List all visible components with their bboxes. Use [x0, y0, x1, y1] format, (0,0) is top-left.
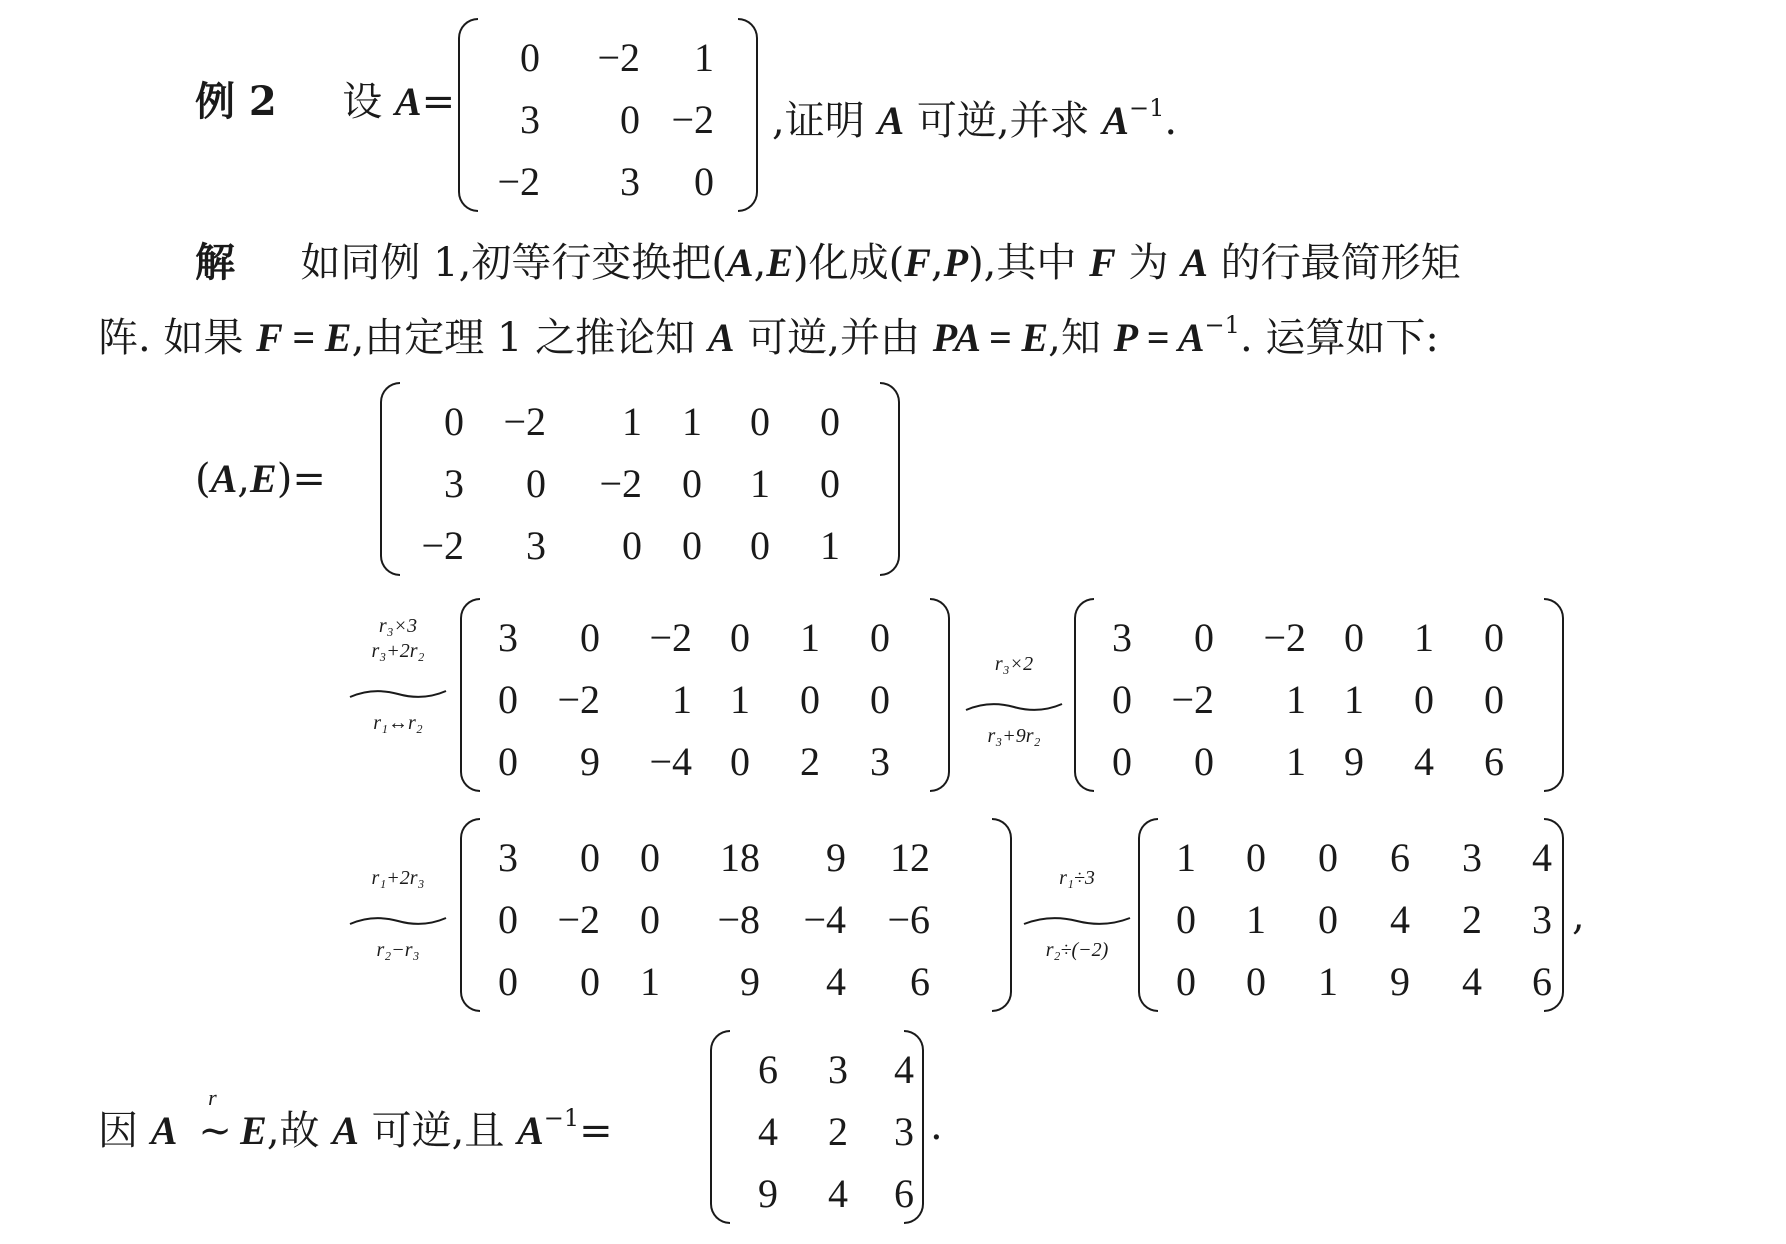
matrix-cell: 0 [694, 159, 714, 204]
tail-text-2: 可逆,并求 [916, 98, 1090, 144]
matrix-cell: −2 [597, 35, 640, 80]
left-bracket [458, 18, 478, 212]
matrix-cell: 0 [1484, 677, 1504, 722]
matrix-cell: 3 [620, 159, 640, 204]
matrix-step-2 [1074, 598, 1564, 792]
matrix-cell: 0 [580, 959, 600, 1004]
row-equivalent-symbol: r ~ [198, 1085, 232, 1154]
matrix-cell: 3 [828, 1047, 848, 1092]
tilde-arrow [348, 914, 448, 928]
matrix-cell: 0 [1344, 615, 1364, 660]
matrix-cell: 0 [800, 677, 820, 722]
example-label: 例 2 [195, 78, 277, 125]
matrix-cell: 1 [694, 35, 714, 80]
matrix-cell: 0 [1246, 835, 1266, 880]
matrix-cell: 9 [1390, 959, 1410, 1004]
matrix-A [458, 18, 758, 212]
matrix-cell: 4 [758, 1109, 778, 1154]
matrix-cell: 4 [1390, 897, 1410, 942]
matrix-cell: 6 [910, 959, 930, 1004]
matrix-cell: 1 [622, 399, 642, 444]
right-bracket [930, 598, 950, 792]
symbol-A: A [1181, 240, 1208, 285]
matrix-cell: 3 [444, 461, 464, 506]
matrix-cell: 0 [1246, 959, 1266, 1004]
matrix-cell: 4 [1462, 959, 1482, 1004]
text: . 运算如下: [1239, 315, 1439, 361]
matrix-cell: 0 [498, 739, 518, 784]
text: , [930, 240, 944, 286]
matrix-cell: 0 [1112, 677, 1132, 722]
symbol-A: A [332, 1108, 359, 1153]
matrix-cell: 4 [1414, 739, 1434, 784]
row-op-label: r₃×2 [994, 653, 1034, 675]
symbol-A: A [394, 79, 422, 124]
matrix-cell: 9 [1344, 739, 1364, 784]
inverse-exponent: −1 [543, 1104, 580, 1132]
right-bracket [880, 382, 900, 576]
text: )化成( [793, 240, 905, 286]
symbol-A: A [1102, 98, 1129, 143]
row-op-label: r₂÷(−2) [1045, 939, 1109, 961]
expr-P-eq-A: P = A [1113, 315, 1205, 360]
symbol-A: A [517, 1108, 544, 1153]
matrix-cell: 0 [1414, 677, 1434, 722]
matrix-cell: 2 [1462, 897, 1482, 942]
symbol-E: E [250, 456, 277, 501]
matrix-cell: 1 [682, 399, 702, 444]
matrix-cell: 0 [580, 835, 600, 880]
set-word: 设 [342, 79, 383, 125]
matrix-cell: 3 [520, 97, 540, 142]
text: ,故 [266, 1108, 320, 1154]
inverse-exponent: −1 [1204, 311, 1240, 339]
inverse-exponent: −1 [1128, 94, 1165, 122]
matrix-cell: 0 [1176, 897, 1196, 942]
matrix-cell: 0 [1318, 897, 1338, 942]
matrix-cell: −2 [503, 399, 546, 444]
matrix-cell: 1 [672, 677, 692, 722]
matrix-cell: 1 [800, 615, 820, 660]
tilde-arrow [964, 700, 1064, 714]
equals-sign: = [292, 456, 326, 502]
right-bracket [738, 18, 758, 212]
symbol-A: A [150, 1108, 178, 1153]
row-op-arrow-1 [348, 614, 448, 736]
matrix-cell: 9 [740, 959, 760, 1004]
matrix-cell: 0 [1176, 959, 1196, 1004]
symbol-A: A [210, 456, 238, 501]
row-op-label: r₁+2r₃ [371, 867, 425, 889]
matrix-cell: 6 [758, 1047, 778, 1092]
matrix-cell: 1 [1344, 677, 1364, 722]
matrix-cell: 3 [526, 523, 546, 568]
row-op-label: r₁÷3 [1059, 867, 1095, 889]
left-bracket [380, 382, 400, 576]
matrix-cell: 0 [870, 615, 890, 660]
matrix-cell: 0 [682, 523, 702, 568]
matrix-cell: 0 [682, 461, 702, 506]
matrix-cell: 3 [1462, 835, 1482, 880]
expr-PA-eq-E: PA = E [932, 315, 1049, 360]
matrix-cell: 0 [1318, 835, 1338, 880]
solution-line-1 [195, 239, 1461, 286]
matrix-cell: 0 [444, 399, 464, 444]
matrix-cell: 1 [1286, 739, 1306, 784]
sim-label: r [208, 1085, 217, 1110]
trailing-comma: , [1572, 893, 1585, 939]
matrix-cell: −2 [1171, 677, 1214, 722]
matrix-step-3 [460, 818, 1012, 1012]
row-op-label: r₃×3 [378, 615, 418, 637]
matrix-cell: 3 [498, 835, 518, 880]
matrix-cell: 0 [1484, 615, 1504, 660]
matrix-cell: 3 [498, 615, 518, 660]
matrix-cell: 4 [894, 1047, 914, 1092]
matrix-cell: −2 [649, 615, 692, 660]
solution-line-2 [98, 311, 1439, 361]
matrix-cell: 0 [750, 523, 770, 568]
text: 可逆,且 [371, 1108, 505, 1154]
matrix-cell: 4 [1532, 835, 1552, 880]
matrix-cell: −2 [599, 461, 642, 506]
comma: , [237, 456, 251, 502]
matrix-cell: 3 [894, 1109, 914, 1154]
text: 如同例 1,初等行变换把( [300, 240, 727, 286]
matrix-cell: 0 [870, 677, 890, 722]
matrix-cell: 1 [730, 677, 750, 722]
matrix-cell: 6 [1532, 959, 1552, 1004]
matrix-inverse [710, 1030, 924, 1224]
matrix-cell: −4 [803, 897, 846, 942]
example-tail [772, 94, 1178, 144]
solution-label: 解 [195, 239, 235, 286]
tail-text-1: ,证明 [772, 98, 865, 144]
matrix-cell: −2 [421, 523, 464, 568]
matrix-cell: 0 [1194, 739, 1214, 784]
matrix-cell: −2 [497, 159, 540, 204]
equals-sign: = [579, 1108, 613, 1154]
matrix-cell: 9 [826, 835, 846, 880]
tilde-arrow [348, 687, 448, 701]
matrix-cell: 9 [758, 1171, 778, 1216]
matrix-cell: 1 [640, 959, 660, 1004]
row-op-arrow-2 [964, 652, 1064, 749]
matrix-cell: 1 [750, 461, 770, 506]
matrix-cell: 1 [1318, 959, 1338, 1004]
text: ),其中 [968, 240, 1077, 286]
tilde-arrow [1022, 914, 1132, 928]
row-op-label: r₃+9r₂ [987, 725, 1041, 747]
matrix-cell: −2 [671, 97, 714, 142]
row-op-label: r₂−r₃ [376, 939, 420, 961]
matrix-augmented [380, 382, 900, 576]
matrix-cell: 0 [498, 677, 518, 722]
paren: ) [276, 456, 293, 502]
row-op-label: r₁↔r₂ [373, 712, 423, 734]
matrix-cell: 3 [1112, 615, 1132, 660]
matrix-cell: −2 [1263, 615, 1306, 660]
text: ,知 [1048, 315, 1101, 361]
matrix-cell: 0 [520, 35, 540, 80]
matrix-cell: 0 [1112, 739, 1132, 784]
symbol-F: F [904, 240, 931, 285]
matrix-cell: 9 [580, 739, 600, 784]
augmented-lhs [195, 456, 326, 502]
matrix-cell: 6 [1390, 835, 1410, 880]
symbol-A: A [707, 315, 735, 360]
text: , [753, 240, 767, 286]
matrix-cell: 2 [800, 739, 820, 784]
matrix-step-1 [460, 598, 950, 792]
matrix-cell: 2 [828, 1109, 848, 1154]
row-op-label: r₃+2r₂ [371, 640, 425, 662]
matrix-cell: 1 [1286, 677, 1306, 722]
matrix-cell: 0 [730, 615, 750, 660]
matrix-cell: 4 [828, 1171, 848, 1216]
matrix-cell: 0 [820, 399, 840, 444]
period: . [1164, 98, 1178, 144]
matrix-cell: 12 [890, 835, 930, 880]
matrix-cell: 0 [640, 897, 660, 942]
symbol-A: A [877, 98, 905, 143]
matrix-cell: 6 [894, 1171, 914, 1216]
matrix-cell: 0 [622, 523, 642, 568]
text: 阵. 如果 [98, 315, 244, 361]
text: 的行最简形矩 [1220, 240, 1461, 286]
symbol-A: A [726, 240, 754, 285]
matrix-cell: 3 [1532, 897, 1552, 942]
matrix-cell: 0 [526, 461, 546, 506]
expr-F-eq-E: F = E [256, 315, 352, 360]
paren: ( [195, 456, 211, 502]
matrix-cell: 0 [820, 461, 840, 506]
text: 为 [1128, 240, 1169, 286]
matrix-cell: −2 [557, 677, 600, 722]
matrix-cell: 0 [730, 739, 750, 784]
final-period: . [930, 1103, 943, 1149]
matrix-cell: 0 [580, 615, 600, 660]
matrix-step-4 [1138, 818, 1564, 1012]
matrix-cell: 1 [1246, 897, 1266, 942]
matrix-cell: 0 [750, 399, 770, 444]
matrix-cell: 3 [870, 739, 890, 784]
matrix-cell: −8 [717, 897, 760, 942]
left-bracket [710, 1030, 730, 1224]
matrix-cell: 1 [820, 523, 840, 568]
example-heading [195, 78, 456, 125]
matrix-cell: 18 [720, 835, 760, 880]
matrix-cell: 6 [1484, 739, 1504, 784]
text: ,由定理 1 之推论知 [351, 315, 696, 361]
matrix-cell: 0 [620, 97, 640, 142]
matrix-cell: 0 [498, 897, 518, 942]
matrix-cell: −6 [887, 897, 930, 942]
row-op-arrow-4 [1022, 866, 1132, 963]
right-bracket [1544, 598, 1564, 792]
matrix-cell: 1 [1176, 835, 1196, 880]
symbol-F: F [1089, 240, 1116, 285]
symbol-E: E [240, 1108, 267, 1153]
right-bracket [992, 818, 1012, 1012]
text: 可逆,并由 [747, 315, 921, 361]
matrix-cell: −2 [557, 897, 600, 942]
conclusion-line [98, 1085, 613, 1154]
symbol-E: E [766, 240, 794, 285]
equals-sign: = [421, 79, 456, 125]
row-op-arrow-3 [348, 866, 448, 963]
matrix-cell: 4 [826, 959, 846, 1004]
matrix-cell: −4 [649, 739, 692, 784]
matrix-cell: 1 [1414, 615, 1434, 660]
matrix-cell: 0 [1194, 615, 1214, 660]
matrix-cell: 0 [640, 835, 660, 880]
matrix-cell: 0 [498, 959, 518, 1004]
text: 因 [98, 1108, 138, 1154]
symbol-P: P [943, 240, 969, 285]
